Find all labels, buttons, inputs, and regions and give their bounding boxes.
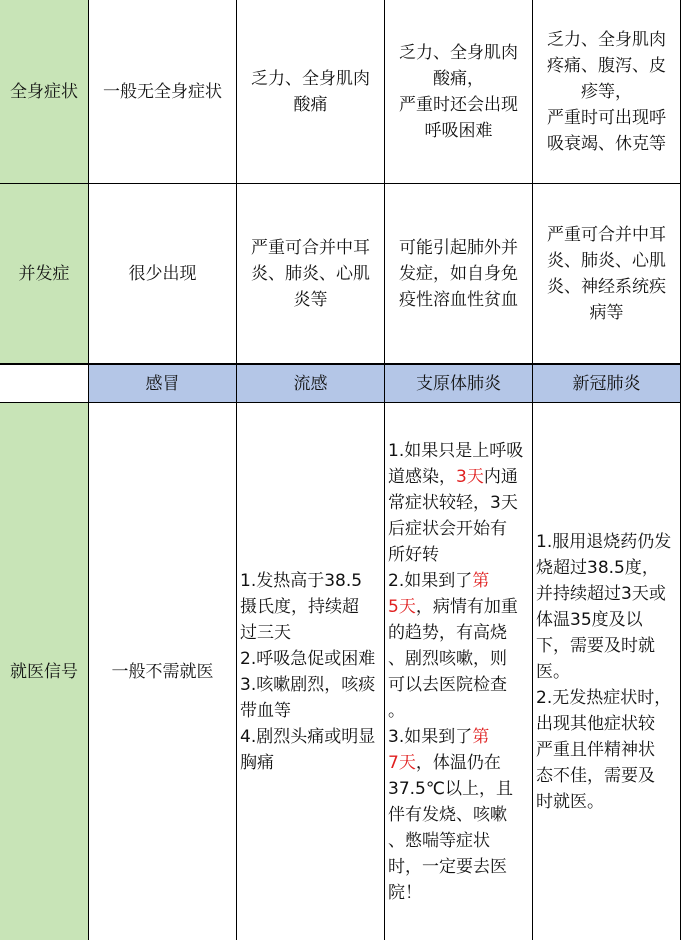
highlight-3-days: 3天 bbox=[456, 466, 484, 487]
text-seg: 内通 bbox=[483, 466, 518, 487]
text-seg: ，病情有加重 bbox=[415, 596, 518, 617]
text-line: 下，需要及时就 bbox=[536, 635, 655, 656]
text-line bbox=[388, 594, 529, 620]
label-systemic-text: 全身症状 bbox=[10, 81, 78, 102]
text-line: 严重可合并中耳 bbox=[251, 237, 370, 258]
cell-medical-mycoplasma bbox=[385, 403, 532, 940]
highlight-day-prefix: 第 bbox=[472, 570, 490, 591]
highlight-7-days: 7天 bbox=[388, 752, 416, 773]
text-line: 出现其他症状较 bbox=[536, 713, 655, 734]
text-line: 炎、肺炎、心肌 bbox=[547, 250, 666, 271]
text-line: 严重时可出现呼 bbox=[547, 107, 666, 128]
text-line: 酸痛 bbox=[293, 94, 328, 115]
text-line: 医。 bbox=[536, 661, 570, 682]
cell-systemic-cold bbox=[89, 0, 236, 183]
label-complications-text: 并发症 bbox=[18, 263, 70, 284]
cell-medical-covid bbox=[533, 403, 680, 940]
text-line: 烧超过38.5度， bbox=[536, 557, 659, 578]
header-flu bbox=[237, 365, 384, 402]
text-line: 很少出现 bbox=[128, 263, 197, 284]
text-line: 严重且伴精神状 bbox=[536, 739, 655, 760]
cell-complications-covid bbox=[533, 184, 680, 363]
text-line: 过三天 bbox=[240, 622, 291, 643]
grid-vline bbox=[680, 0, 681, 940]
text-line: 、剧烈咳嗽，则 bbox=[388, 648, 507, 669]
header-cold bbox=[89, 365, 236, 402]
grid-vline bbox=[236, 0, 237, 940]
text-line: 带血等 bbox=[240, 700, 291, 721]
text-line: 态不佳，需要及 bbox=[536, 765, 655, 786]
text-line: 乏力、全身肌肉 bbox=[547, 29, 666, 50]
text-line: 一般无全身症状 bbox=[103, 81, 222, 102]
text-line bbox=[388, 750, 529, 776]
grid-hline bbox=[0, 183, 681, 184]
text-line: 、憋喘等症状 bbox=[388, 830, 490, 851]
cell-systemic-mycoplasma bbox=[385, 0, 532, 183]
grid-hline-thick bbox=[0, 363, 681, 365]
header-blank bbox=[0, 365, 88, 402]
highlight-5-days: 5天 bbox=[388, 596, 416, 617]
cell-complications-mycoplasma bbox=[385, 184, 532, 363]
text-line: 疹等， bbox=[581, 81, 632, 102]
text-line: 胸痛 bbox=[240, 752, 274, 773]
text-line: 1.发热高于38.5 bbox=[240, 570, 363, 591]
cell-medical-cold bbox=[89, 403, 236, 940]
text-line: 后症状会开始有 bbox=[388, 518, 507, 539]
text-line: 的趋势，有高烧 bbox=[388, 622, 507, 643]
text-line: 乏力、全身肌肉 bbox=[251, 68, 370, 89]
text-line: 乏力、全身肌肉 bbox=[399, 42, 518, 63]
grid-vline bbox=[88, 0, 89, 940]
header-cold-text: 感冒 bbox=[145, 373, 180, 394]
label-medical bbox=[0, 403, 88, 940]
text-line: 时就医。 bbox=[536, 791, 604, 812]
header-covid bbox=[533, 365, 680, 402]
text-line: 疼痛、腹泻、皮 bbox=[547, 55, 666, 76]
text-line: 1.服用退烧药仍发 bbox=[536, 531, 672, 552]
header-flu-text: 流感 bbox=[293, 373, 328, 394]
cell-complications-flu bbox=[237, 184, 384, 363]
header-mycoplasma-text: 支原体肺炎 bbox=[416, 373, 501, 394]
text-line: 院！ bbox=[388, 882, 422, 903]
text-seg: 3.如果到了 bbox=[388, 726, 473, 747]
text-line: 体温35度及以 bbox=[536, 609, 643, 630]
text-line: 可以去医院检查 bbox=[388, 674, 507, 695]
text-line: 3.咳嗽剧烈，咳痰 bbox=[240, 674, 376, 695]
text-line: 摄氏度，持续超 bbox=[240, 596, 359, 617]
highlight-day-prefix: 第 bbox=[472, 726, 490, 747]
text-line: 2.呼吸急促或困难 bbox=[240, 648, 376, 669]
text-seg: ，体温仍在 bbox=[415, 752, 501, 773]
text-line: 37.5℃以上，且 bbox=[388, 778, 513, 799]
cell-medical-flu bbox=[237, 403, 384, 940]
text-line: 伴有发烧、咳嗽 bbox=[388, 804, 507, 825]
text-line: 时，一定要去医 bbox=[388, 856, 507, 877]
text-line: 2.无发热症状时， bbox=[536, 687, 672, 708]
text-line bbox=[388, 568, 529, 594]
text-line: 所好转 bbox=[388, 544, 439, 565]
grid-vline bbox=[384, 0, 385, 940]
text-line: 疫性溶血性贫血 bbox=[399, 289, 518, 310]
text-seg: 2.如果到了 bbox=[388, 570, 473, 591]
text-line: 。 bbox=[388, 700, 405, 721]
text-line: 病等 bbox=[589, 302, 624, 323]
text-line: 常症状较轻，3天 bbox=[388, 492, 518, 513]
header-covid-text: 新冠肺炎 bbox=[572, 373, 641, 394]
text-line bbox=[388, 464, 529, 490]
text-line: 呼吸困难 bbox=[424, 120, 493, 141]
text-line: 发症，如自身免 bbox=[399, 263, 518, 284]
label-systemic bbox=[0, 0, 88, 183]
text-line: 并持续超过3天或 bbox=[536, 583, 666, 604]
text-line: 1.如果只是上呼吸 bbox=[388, 440, 524, 461]
text-line: 4.剧烈头痛或明显 bbox=[240, 726, 376, 747]
text-line: 可能引起肺外并 bbox=[399, 237, 518, 258]
grid-hline bbox=[0, 402, 681, 403]
text-seg: 道感染， bbox=[388, 466, 456, 487]
text-line: 严重可合并中耳 bbox=[547, 224, 666, 245]
cell-systemic-covid bbox=[533, 0, 680, 183]
text-line bbox=[388, 724, 529, 750]
cell-systemic-flu bbox=[237, 0, 384, 183]
label-complications bbox=[0, 184, 88, 363]
text-line: 炎等 bbox=[293, 289, 328, 310]
text-line: 一般不需就医 bbox=[111, 661, 214, 682]
text-line: 炎、神经系统疾 bbox=[547, 276, 666, 297]
text-line: 吸衰竭、休克等 bbox=[547, 133, 666, 154]
header-mycoplasma bbox=[385, 365, 532, 402]
text-line: 严重时还会出现 bbox=[399, 94, 518, 115]
text-line: 酸痛， bbox=[433, 68, 484, 89]
grid-vline bbox=[532, 0, 533, 940]
label-medical-text: 就医信号 bbox=[10, 661, 78, 682]
cell-complications-cold bbox=[89, 184, 236, 363]
text-line: 炎、肺炎、心肌 bbox=[251, 263, 370, 284]
